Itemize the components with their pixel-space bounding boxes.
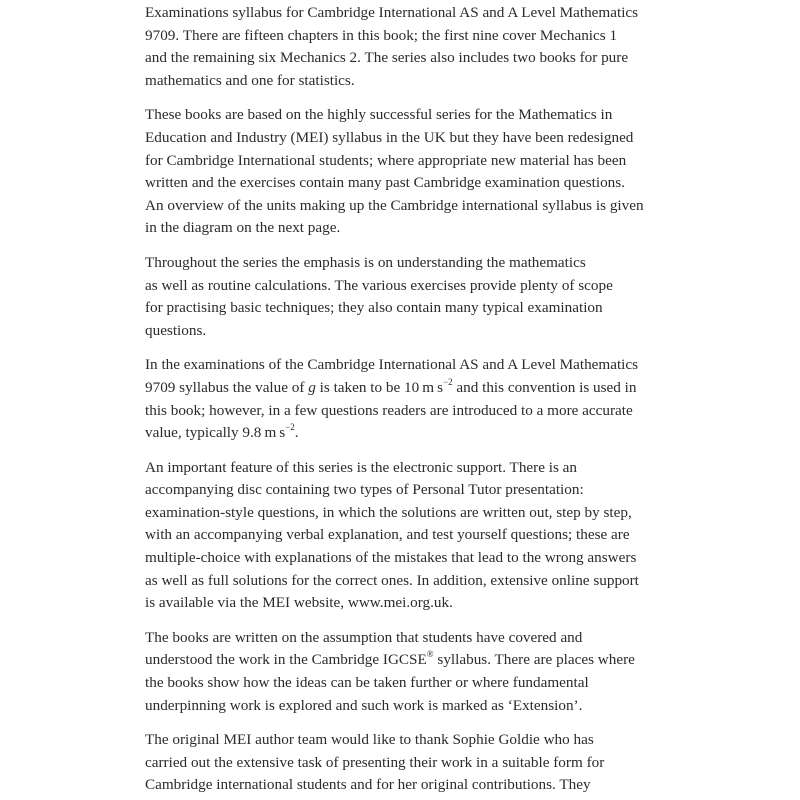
text-line: These books are based on the highly successful series for the Mathematics in	[145, 106, 613, 124]
text-segment: syllabus. There are places where	[433, 651, 635, 669]
exponent: −2	[285, 422, 295, 433]
text-line: In the examinations of the Cambridge International AS and A Level Mathematics	[145, 356, 639, 374]
text-segment: and this convention is used in	[452, 378, 637, 396]
text-line: in the diagram on the next page.	[145, 219, 341, 237]
text-line: Cambridge international students and for her original contributions. They	[145, 776, 591, 794]
paragraph-assumptions	[145, 627, 705, 717]
text-line: for Cambridge International students; where appropriate new material has been	[145, 151, 627, 169]
text-line: carried out the extensive task of presenting their work in a suitable form for	[145, 753, 605, 771]
text-line: multiple-choice with explanations of the mistakes that lead to the wrong answers	[145, 549, 637, 567]
gravity-symbol: g	[308, 378, 316, 396]
registered-mark: ®	[426, 649, 434, 660]
text-line: is available via the MEI website, www.mei.org.uk.	[145, 594, 453, 612]
paragraph-mei-series	[145, 104, 705, 240]
paragraph-syllabus-intro	[145, 2, 705, 92]
text-line: for practising basic techniques; they also contain many typical examination	[145, 299, 603, 317]
paragraph-electronic-support	[145, 457, 705, 615]
paragraph-acknowledgements	[145, 729, 705, 797]
text-line: underpinning work is explored and such work is marked as ‘Extension’.	[145, 696, 583, 714]
text-line: this book; however, in a few questions readers are introduced to a more accurate	[145, 401, 633, 419]
text-line: An important feature of this series is the electronic support. There is an	[145, 458, 578, 476]
text-segment: 9709 syllabus the value of	[145, 378, 309, 396]
text-segment: .	[294, 424, 299, 442]
text-segment: is taken to be 10 m s	[315, 378, 443, 396]
body-text	[145, 2, 705, 800]
text-line: The original MEI author team would like to thank Sophie Goldie who has	[145, 731, 594, 749]
text-line: Examinations syllabus for Cambridge International AS and A Level Mathematics	[145, 4, 639, 21]
text-line	[145, 377, 705, 400]
text-line: the books show how the ideas can be taken further or where fundamental	[145, 674, 589, 692]
paragraph-gravity-value	[145, 354, 705, 444]
text-line: An overview of the units making up the Cambridge international syllabus is given	[145, 196, 644, 214]
text-line: Throughout the series the emphasis is on understanding the mathematics	[145, 253, 586, 271]
text-line: Education and Industry (MEI) syllabus in the UK but they have been redesigned	[145, 128, 634, 146]
text-line	[145, 649, 705, 672]
text-line: as well as full solutions for the correct ones. In addition, extensive online support	[145, 571, 639, 589]
text-line: mathematics and one for statistics.	[145, 71, 355, 89]
text-line: written and the exercises contain many past Cambridge examination questions.	[145, 174, 625, 192]
text-line: and the remaining six Mechanics 2. The series also includes two books for pure	[145, 49, 629, 67]
text-line: The books are written on the assumption that students have covered and	[145, 628, 583, 646]
text-line: 9709. There are fifteen chapters in this book; the first nine cover Mechanics 1	[145, 26, 618, 44]
paragraph-emphasis	[145, 252, 705, 342]
text-segment: understood the work in the Cambridge IGCSE	[145, 651, 427, 669]
text-line: accompanying disc containing two types of Personal Tutor presentation:	[145, 481, 584, 499]
text-line	[145, 422, 705, 445]
text-line: examination-style questions, in which the solutions are written out, step by step,	[145, 503, 632, 521]
text-segment: value, typically 9.8 m s	[145, 424, 286, 442]
text-line: questions.	[145, 321, 207, 339]
exponent: −2	[443, 376, 453, 387]
text-line: with an accompanying verbal explanation, and test yourself questions; these are	[145, 526, 630, 544]
text-line: as well as routine calculations. The various exercises provide plenty of scope	[145, 276, 613, 294]
